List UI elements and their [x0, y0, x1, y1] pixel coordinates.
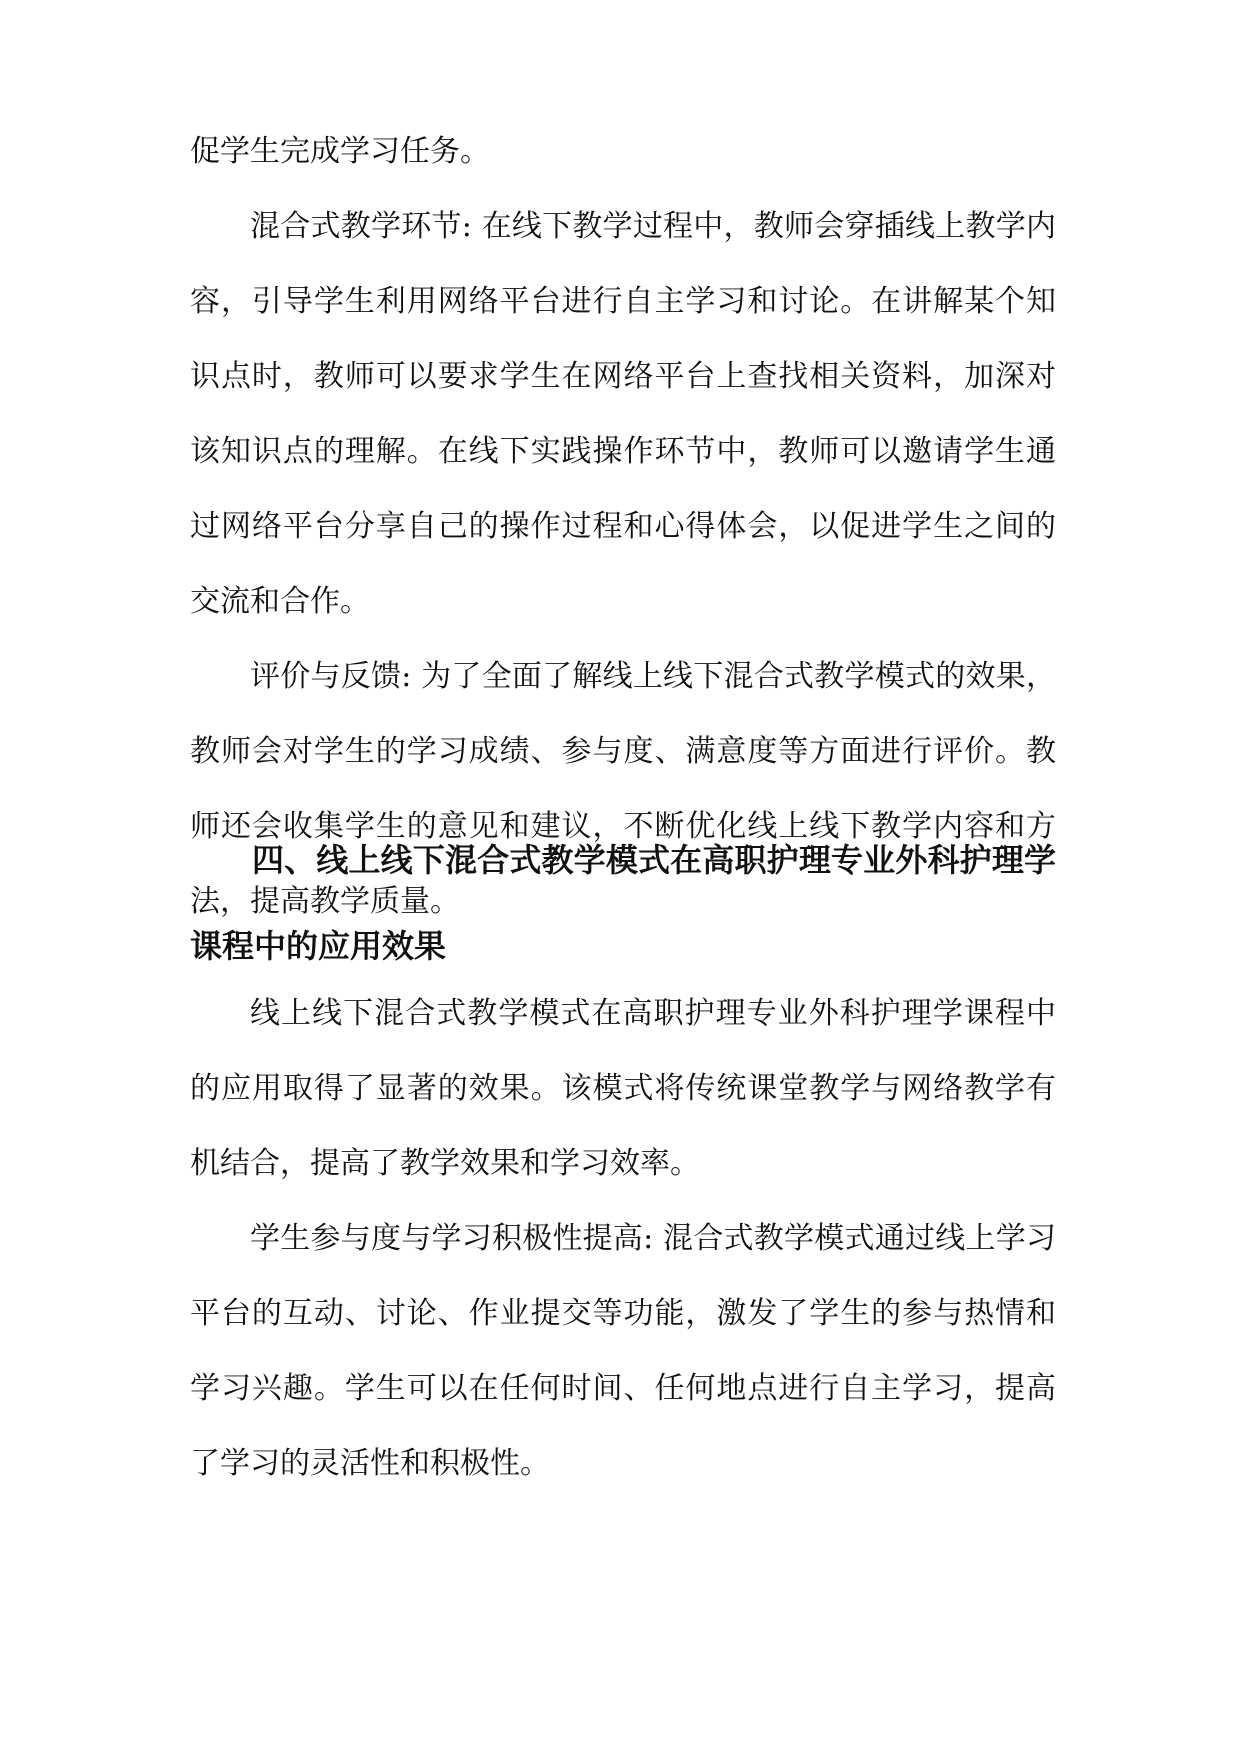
paragraph-student-engagement: 学生参与度与学习积极性提高: 混合式教学模式通过线上学习平台的互动、讨论、作业提交等功能，激发了学生的参与热情和学习兴趣。学生可以在任何时间、任何地点进行自主学习，提高了学习的灵活性和积极性。 [190, 1221, 1056, 1481]
paragraph-blended-teaching: 混合式教学环节: 在线下教学过程中，教师会穿插线上教学内容，引导学生利用网络平台进行自主学习和讨论。在讲解某个知识点时，教师可以要求学生在网络平台上查找相关资料，加深对该知识点的理解。在线下实践操作环节中，教师可以邀请学生通过网络平台分享自己的操作过程和心得体会，以促进学生之间的交流和合作。 [190, 209, 1056, 619]
paragraph-application-effect: 线上线下混合式教学模式在高职护理专业外科护理学课程中的应用取得了显著的效果。该模式将传统课堂教学与网络教学有机结合，提高了教学效果和学习效率。 [190, 996, 1056, 1181]
body-text-lower [190, 976, 1056, 1501]
section-heading: 四、线上线下混合式教学模式在高职护理专业外科护理学课程中的应用效果 [190, 841, 1056, 965]
paragraph-continuation: 促学生完成学习任务。 [190, 134, 490, 169]
body-text-upper [190, 114, 1056, 939]
paragraph-evaluation-feedback: 评价与反馈: 为了全面了解线上线下混合式教学模式的效果，教师会对学生的学习成绩、参与度、满意度等方面进行评价。教师还会收集学生的意见和建议，不断优化线上线下教学内容和方法，提高教学质量。 [190, 659, 1056, 919]
